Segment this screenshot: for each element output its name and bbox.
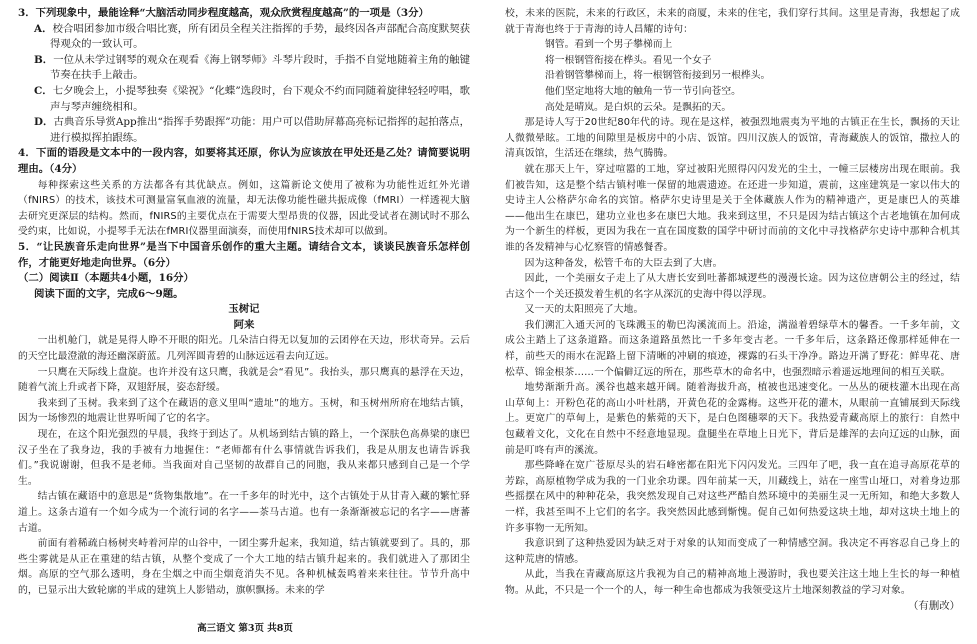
- article-paragraph: 我来到了玉树。我来到了这个在藏语的意义里叫“遗址”的地方。玉树，和玉树州所府在地结古镇，因为一场惨烈的地震让世界听闻了它的名字。: [18, 397, 470, 425]
- question-4-passage: 每种探索这些关系的方法都各有其优缺点。例如，这篇新论文使用了被称为功能性近红外光谱（fNIRS）的技术，该技术可测量富氧血液的流量，却无法像功能性磁共振成像（fMRI）一样透视大脑去研究更深层的结构。然而，fNIRS的主要优点在于需要大型昂贵的仪器，因此受试者在测试时不那么受约束，比如说，小提琴手无法在fMRI仪器里面演奏，而使用fNIRS技术却可以做到。: [18, 179, 470, 238]
- question-3-option-b: [18, 53, 470, 84]
- article-paragraph: 因为这种备发，松管千布的大臣去到了大唐。: [524, 257, 723, 269]
- article-paragraph: 结古镇在藏语中的意思是“货物集散地”。在一千多年的时光中，这个古镇处于从甘青入藏的繁忙驿道上。这条古道有一个如今成为一个流行词的名字——茶马古道。也有一条渐渐被忘记的名字——唐蕃古道。: [18, 491, 470, 534]
- article-paragraph: 就在那天上午，穿过喧嚣的工地，穿过被阳光照得闪闪发光的尘土，一幢三层楼房出现在眼前。我们被告知，这是整个结古镇村唯一保留的地震遗迹。在还进一步知道，震前，这座建筑是一家以伟大的史诗主人公格萨尔命名的宾馆。格萨尔史诗里是关于全体藏族人作为的精神遗产，更是康巴人的英雄——他出生在康巴，建功立业也多在康巴大地。我来到这里，不只是因为结古镇这个古老地镇在加何成为一个新生的样板，更因为我在一直在国度数的国学中研讨而前的文化中寻找格萨尔史诗中那种合机其谁的各发精神与心忆察管的情感餐香。: [505, 163, 960, 253]
- reading-instruction: 阅读下面的文字，完成6～9题。: [34, 287, 184, 300]
- poem-line: 沿着钢管攀梯而上，将一根钢管衔接到另一根桦头。: [545, 70, 771, 82]
- end-note: （有删改）: [908, 599, 960, 612]
- question-3-option-a: [18, 22, 470, 53]
- article-paragraph: 地势渐渐升高。溪谷也越来越开阔。随着海拔升高，植被也迅速变化。一丛丛的硬枝灌木出现在高山草甸上：开粉色花的高山小叶杜鹃，开黄色花的金露梅。这些开花的灌木，从眼前一直铺展到天际线上。更宽广的草甸上，是紫色的紫菀的天下，是白色图穗翠的天下。我热爱青藏高原上的旅行：自然中包藏着文化，文化在自然中不经意地显现。盘腿坐在草地上日光下，背后是雄浑的去向辽远的山脉，面前是叮咚有声的溪流。: [505, 382, 960, 456]
- question-3-option-c: [18, 84, 470, 115]
- article-paragraph: 从此，当我在青藏高原这片我视为自己的精神高地上漫游时，我也要关注这土地上生长的每一种植物。从此，不只是一个一个的人，每一种生命也都成为我领受这片土地深刻教益的学习对象。: [505, 569, 960, 596]
- right-column: [505, 6, 960, 614]
- question-3-option-d: [18, 115, 470, 146]
- poem-line: 将一根钢管衔接在桦头。看见一个女子: [545, 54, 712, 66]
- article-paragraph: 前面有着稀疏白杨树夹峙着河岸的山谷中，一团尘雾升起来，我知道，结古镇就要到了。具的，那些尘雾就是从正在重建的结古镇，从整个变成了一个大工地的结古镇升起来的。我们就进入了那团尘烟。高原的空气那么透明，身在尘烟之中而尘烟竟消失不见。各种机械轰鸣着来来往往。节节升高中的，已显示出大致轮廓的半成的建筑上人影错动，旗帜飘扬。未来的学: [18, 538, 470, 596]
- article-paragraph: 校，未来的医院，未来的行政区，未来的商厦，未来的住宅，我们穿行其间。这里是青海，我想起了成就于青海也终于于青海的诗人昌耀的诗句：: [505, 8, 960, 35]
- option-text: 古典音乐导赏App推出“指挥手势跟挥”功能：用户可以借助屏幕高亮标记指挥的起拍落点，进行模拟挥拍跟练。: [50, 116, 470, 144]
- option-key: B．: [34, 53, 54, 66]
- article-paragraph: 那些降峰在宽广苍原尽头的岩石峰密都在阳光下闪闪发光。三四年了吧，我一直在追寻高原花草的芳踪，高原植物学成为我的一门业余功课。四年前某一天，川藏线上，站在一座雪山垭口，对着身边那些摇摆在风中的种种花朵，我突然发现自己对这些严酷自然环境中的美丽生灵一无所知，和绝大多数人一样，我甚至叫不上它们的名字。我突然因此感到惭愧。促自己如何热爱这块土地，却对这块土地上的许多事物一无所知。: [505, 460, 960, 534]
- option-text: 校合唱团参加市级合唱比赛，所有团员全程关注指挥的手势，最终因各声部配合高度默契获得观众的一致认可。: [50, 22, 470, 51]
- left-column: [18, 6, 470, 599]
- page-footer: 高三语文 第3页 共8页: [197, 623, 293, 634]
- poem-line: 高处是晴岚。是白炽的云朵。是飘拓的天。: [545, 101, 732, 113]
- article-paragraph: 又一天的太阳照亮了大地。: [524, 304, 644, 316]
- article-author: 阿来: [233, 318, 255, 331]
- article-paragraph: 我们溯汇入通天河的飞珠溅玉的勒巴沟溪流而上。沿途，满溢着碧绿草木的馨香。一千多年前，文成公主踏上了这条道路。而这条道路虽然比一千多年变古老。一千多年后，这条路还像那样延伸在一样，前些天的雨水在泥路上留下清晰的冲刷的痕迹，裸露的石头干净净。路边开满了野花：鲜卑花、唐松草、锦金根茶……一个偏僻辽远的所在，那些草木的命名中，也强烈暗示着遥远地理间的相互关联。: [505, 319, 960, 378]
- option-key: C．: [34, 84, 53, 97]
- option-text: 一位从未学过钢琴的观众在观看《海上钢琴师》斗琴片段时，手指不自觉地随着主角的触键节奏在扶手上敲击。: [50, 53, 470, 82]
- poem-line: 他们坚定地将大地的触角一节一节引向苍空。: [545, 85, 741, 97]
- article-paragraph: 一出机舱门，就是晃得人睁不开眼的阳光。几朵洁白得无以复加的云团停在天边，形状奇异。云后的天空比最澄澈的海还幽深蔚蓝。几列浑圆青碧的山脉远远看去向辽远。: [18, 335, 470, 363]
- article-paragraph: 因此，一个美丽女子走上了从大唐长安到吐蕃都城逻些的漫漫长途。因为这位唐朝公主的经过，结古这个一个关还摸发着生机的名字从深沉的史海中得以浮现。: [505, 273, 960, 300]
- article-paragraph: 那是诗人写于20世纪80年代的诗。现在是这样，被强烈地震夷为平地的古镇正在生长，飘扬的天让人微微晕眩。工地的间隙里是板房中的小店、饭馆。四川汉族人的饭馆，青海藏族人的饭馆，撒拉人的清真饭馆，生活还在继续，热气腾腾。: [505, 117, 960, 160]
- question-5-stem: 5．“让民族音乐走向世界”是当下中国音乐创作的重大主题。请结合文本，谈谈民族音乐怎样创作，才能更好地走向世界。（6分）: [18, 240, 470, 269]
- option-key: D．: [34, 116, 54, 129]
- article-paragraph: 我意识到了这种热爱因为缺乏对于对象的认知而变成了一种情感空洞。我决定不再容忍自己身上的这种荒唐的情感。: [505, 538, 960, 565]
- article-paragraph: 现在，在这个阳光强烈的早晨，我终于到达了。从机场到结古镇的路上，一个深肤色高鼻梁的康巴汉子坐在了我身边，我的手被有力地握住：“老师都有什么事情就告诉我们，我是从朋友也请告诉我们。”我说谢谢，但我不是老师。当我面对自己坚韧的故群自己的同胞，我从来都只感到自己是一个学生。: [18, 429, 470, 487]
- section-heading: （二）阅读Ⅱ（本题共4小题，16分）: [18, 272, 194, 285]
- question-4-stem: 4．下面的语段是文本中的一段内容，如要将其还原，你认为应该放在甲处还是乙处？请简要说明理由。（4分）: [18, 147, 470, 175]
- poem-line: 钢管。看到一个男子攀梯而上: [545, 39, 673, 51]
- question-3-stem: 3．下列现象中，最能诠释“大脑活动同步程度越高，观众欣赏程度越高”的一项是（3分）: [18, 7, 429, 19]
- option-text: 七夕晚会上，小提琴独奏《梁祝》“化蝶”选段时，台下观众不约而同随着旋律轻轻哼唱，歌声与琴声缠绕相和。: [50, 84, 470, 113]
- article-paragraph: 一只鹰在天际线上盘旋。也许并没有这只鹰，我就是会“看见”。我抬头，那只鹰真的悬浮在天边，随着气流上升或者下降，双翅舒展，姿态舒缓。: [18, 366, 470, 394]
- article-title: 玉树记: [228, 303, 260, 316]
- option-key: A．: [34, 22, 53, 35]
